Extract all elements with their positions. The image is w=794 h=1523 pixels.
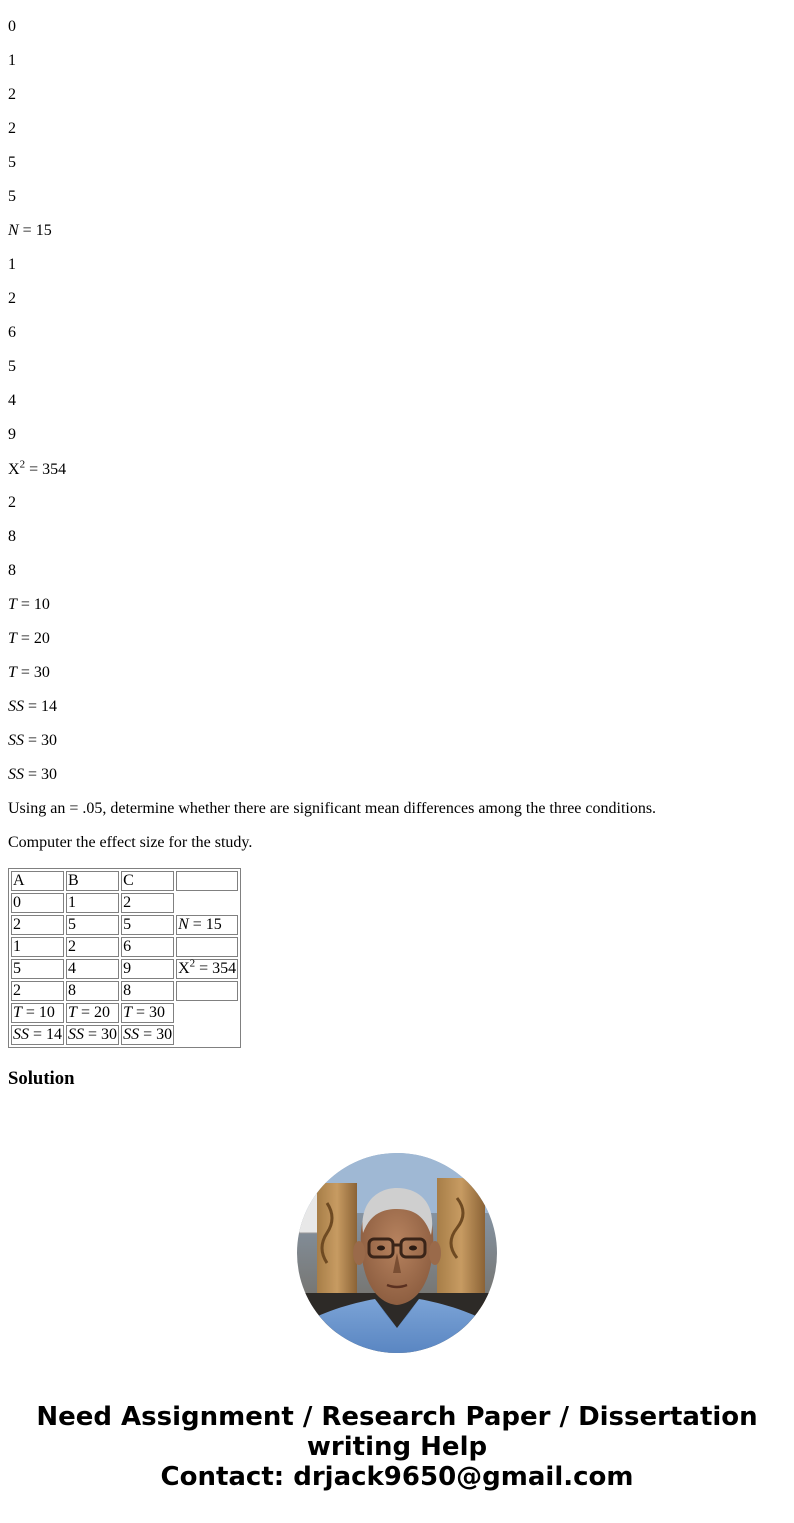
value-line: 4	[8, 392, 16, 409]
x-exponent: 2	[189, 957, 196, 970]
ss-value: = 14	[29, 1026, 63, 1043]
promo-line-2: writing Help	[306, 1432, 488, 1462]
value-symbol: SS	[8, 698, 24, 715]
value-line	[8, 766, 786, 784]
value-line	[8, 630, 786, 648]
table-cell-blank	[176, 893, 238, 913]
value-exponent: 2	[19, 458, 26, 471]
table-cell: 8	[121, 981, 174, 1001]
table-cell: 5	[11, 959, 64, 979]
promo-banner	[0, 1402, 794, 1492]
value-symbol: SS	[8, 732, 24, 749]
value-base: X	[8, 461, 20, 478]
value-line: 8	[8, 562, 16, 579]
table-cell-blank	[176, 1025, 238, 1045]
question-significance: Using an = .05, determine whether there are significant mean differences among the three conditions.	[8, 800, 657, 817]
document-body	[8, 0, 786, 1090]
value-symbol: T	[8, 596, 17, 613]
t-symbol: T	[68, 1004, 77, 1021]
table-cell: 1	[66, 893, 119, 913]
table-header-b: B	[66, 871, 119, 891]
table-cell: 0	[11, 893, 64, 913]
value-rest: = 30	[24, 732, 58, 749]
table-row	[11, 981, 238, 1001]
value-line: 2	[8, 494, 16, 511]
table-cell: 5	[66, 915, 119, 935]
value-line: 6	[8, 324, 16, 341]
solution-heading: Solution	[8, 1068, 75, 1089]
value-line	[8, 664, 786, 682]
table-row	[11, 959, 238, 979]
table-cell: 9	[121, 959, 174, 979]
value-symbol: T	[8, 630, 17, 647]
table-cell: 2	[11, 915, 64, 935]
ss-symbol: SS	[68, 1026, 85, 1043]
table-cell-x2	[176, 959, 238, 979]
ss-symbol: SS	[13, 1026, 29, 1043]
avatar-portrait-image	[297, 1153, 497, 1353]
value-line: 5	[8, 154, 16, 171]
value-symbol: N	[8, 222, 19, 239]
table-cell-n	[176, 915, 238, 935]
table-cell: 2	[66, 937, 119, 957]
table-row	[11, 1003, 238, 1023]
table-cell-empty	[176, 871, 238, 891]
t-symbol: T	[13, 1004, 22, 1021]
table-cell: 8	[66, 981, 119, 1001]
value-line: 2	[8, 86, 16, 103]
value-line	[8, 0, 786, 2]
promo-line-1: Need Assignment / Research Paper / Dissertation	[36, 1402, 758, 1432]
t-symbol: T	[123, 1004, 132, 1021]
table-cell: 1	[11, 937, 64, 957]
question-effect-size: Computer the effect size for the study.	[8, 834, 253, 851]
value-line	[8, 596, 786, 614]
value-rest: = 14	[24, 698, 58, 715]
table-cell: 5	[121, 915, 174, 935]
x2-value: = 354	[195, 960, 237, 977]
data-table	[8, 868, 241, 1048]
value-rest: = 30	[24, 766, 58, 783]
value-line: 1	[8, 256, 16, 273]
t-value: = 30	[131, 1004, 165, 1021]
value-rest: = 15	[18, 222, 52, 239]
table-header-a: A	[11, 871, 64, 891]
table-row	[11, 937, 238, 957]
value-rest: = 20	[16, 630, 50, 647]
promo-contact: Contact: drjack9650@gmail.com	[160, 1462, 634, 1492]
ss-symbol: SS	[123, 1026, 140, 1043]
table-cell: 2	[11, 981, 64, 1001]
value-line: 5	[8, 188, 16, 205]
value-rest: = 354	[25, 461, 67, 478]
table-cell-ss	[121, 1025, 174, 1045]
n-value: = 15	[188, 916, 222, 933]
value-line	[8, 460, 786, 480]
table-cell: 4	[66, 959, 119, 979]
table-cell: 6	[121, 937, 174, 957]
avatar	[297, 1153, 497, 1353]
table-cell-t	[121, 1003, 174, 1023]
table-cell-ss	[11, 1025, 64, 1045]
value-line	[8, 222, 786, 240]
table-cell-ss	[66, 1025, 119, 1045]
value-symbol: SS	[8, 766, 24, 783]
t-value: = 10	[21, 1004, 55, 1021]
table-row	[11, 893, 238, 913]
value-line: 8	[8, 528, 16, 545]
n-symbol: N	[178, 916, 189, 933]
x-symbol: X	[178, 960, 190, 977]
table-row	[11, 1025, 238, 1045]
table-cell-blank	[176, 1003, 238, 1023]
value-line: 9	[8, 426, 16, 443]
table-header-c: C	[121, 871, 174, 891]
table-row	[11, 915, 238, 935]
t-value: = 20	[76, 1004, 110, 1021]
value-rest: = 10	[16, 596, 50, 613]
value-line: 5	[8, 358, 16, 375]
table-cell-t	[66, 1003, 119, 1023]
table-cell: 2	[121, 893, 174, 913]
value-line: 0	[8, 18, 16, 35]
value-list	[8, 0, 786, 784]
value-line	[8, 732, 786, 750]
value-line: 1	[8, 52, 16, 69]
table-cell-t	[11, 1003, 64, 1023]
value-line: 2	[8, 120, 16, 137]
value-line	[8, 698, 786, 716]
value-line: 2	[8, 290, 16, 307]
value-symbol: T	[8, 664, 17, 681]
ss-value: = 30	[84, 1026, 118, 1043]
table-row	[11, 871, 238, 891]
table-cell-empty	[176, 937, 238, 957]
value-rest: = 30	[16, 664, 50, 681]
ss-value: = 30	[139, 1026, 173, 1043]
table-cell-empty	[176, 981, 238, 1001]
